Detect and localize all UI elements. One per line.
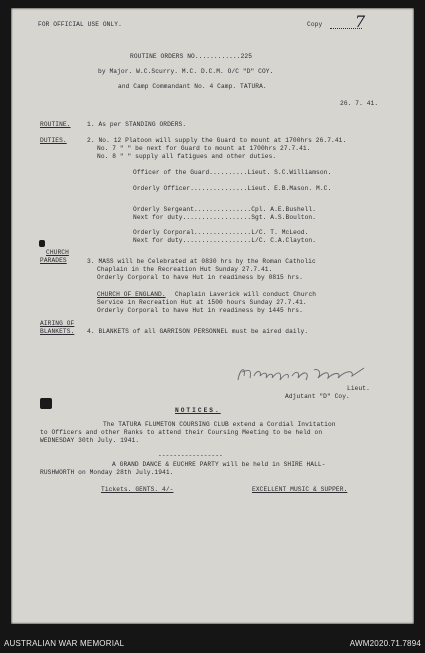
- notice-2-line-1: A GRAND DANCE & EUCHRE PARTY will be held in SHIRE HALL-: [112, 461, 326, 468]
- notice-1-line-3: WEDNESDAY 30th July. 1941.: [40, 437, 140, 444]
- church-parades-label-2: PARADES: [40, 257, 67, 264]
- punch-hole-bottom: [40, 398, 52, 409]
- church-line-2: Chaplain in the Recreation Hut Sunday 27.7.41.: [97, 266, 273, 273]
- signature-rank: Lieut.: [347, 385, 370, 392]
- orderly-officer: Orderly Officer...............Lieut. E.B.Mason. M.C.: [133, 185, 332, 192]
- airing-label-1: AIRING OF: [40, 320, 75, 327]
- routine-text: 1. As per STANDING ORDERS.: [87, 121, 187, 128]
- punch-hole-top: [39, 240, 45, 247]
- issued-by-line: by Major. W.C.Scurry. M.C. D.C.M. O/C "D" COY.: [98, 68, 274, 75]
- commandant-line: and Camp Commandant No. 4 Camp. TATURA.: [118, 83, 267, 90]
- church-of-england-heading: CHURCH OF ENGLAND.: [97, 291, 166, 298]
- notice-1-line-2: to Officers and other Ranks to attend their Coursing Meeting to be held on: [40, 429, 323, 436]
- footer-institution: AUSTRALIAN WAR MEMORIAL: [4, 639, 125, 648]
- copy-label: Copy: [307, 21, 323, 28]
- duties-line-2: No. 7 " " be next for Guard to mount at 1700hrs 27.7.41.: [97, 145, 311, 152]
- church-of-england-line-1: Chaplain Laverick will conduct Church: [175, 291, 317, 298]
- airing-text: 4. BLANKETS of all GARRISON PERSONNEL must be aired daily.: [87, 328, 309, 335]
- footer-accession-number: AWM2020.71.7894: [349, 639, 421, 648]
- routine-label: ROUTINE.: [40, 121, 71, 128]
- document-title: ROUTINE ORDERS NO............225: [130, 53, 253, 60]
- next-for-duty-sergeant: Next for duty..................Sgt. A.S.Boulton.: [133, 214, 317, 221]
- footer-bar: [0, 636, 425, 653]
- church-line-1: 3. MASS will be Celebrated at 0830 hrs by the Roman Catholic: [87, 258, 316, 265]
- duties-line-1: 2. No. 12 Platoon will supply the Guard to mount at 1700hrs 26.7.41.: [87, 137, 347, 144]
- church-line-3: Orderly Corporal to have Hut in readiness by 0815 hrs.: [97, 274, 303, 281]
- duties-line-3: No. 8 " " supply all fatigues and other duties.: [97, 153, 277, 160]
- notice-2-line-2: RUSHWORTH on Monday 28th July.1941.: [40, 469, 174, 476]
- signature-title: Adjutant "D" Coy.: [285, 393, 350, 400]
- notice-divider: -----------------: [158, 452, 223, 459]
- copy-line: [330, 28, 362, 29]
- orderly-sergeant: Orderly Sergeant...............Cpl. A.E.Bushell.: [133, 206, 317, 213]
- airing-label-2: BLANKETS.: [40, 328, 75, 335]
- signature: [234, 362, 374, 384]
- church-of-england-line-3: Orderly Corporal to have Hut in readiness by 1445 hrs.: [97, 307, 303, 314]
- order-date: 26. 7. 41.: [340, 100, 379, 107]
- officer-of-guard: Officer of the Guard..........Lieut. S.C.Williamson.: [133, 169, 332, 176]
- church-parades-label-1: CHURCH: [46, 249, 69, 256]
- tickets-price: Tickets. GENTS. 4/-: [101, 486, 174, 493]
- church-of-england-line-2: Service in Recreation Hut at 1500 hours Sunday 27.7.41.: [97, 299, 307, 306]
- copy-number: 7: [355, 12, 366, 31]
- duties-label: DUTIES.: [40, 137, 67, 144]
- official-use-header: FOR OFFICIAL USE ONLY.: [38, 21, 122, 28]
- orderly-corporal: Orderly Corporal...............L/C. T. McLeod.: [133, 229, 309, 236]
- music-supper: EXCELLENT MUSIC & SUPPER.: [252, 486, 348, 493]
- notice-1-line-1: The TATURA FLUMETON COURSING CLUB extend a Cordial Invitation: [103, 421, 336, 428]
- notices-heading: NOTICES.: [175, 407, 221, 414]
- next-for-duty-corporal: Next for duty..................L/C. C.A.Clayton.: [133, 237, 317, 244]
